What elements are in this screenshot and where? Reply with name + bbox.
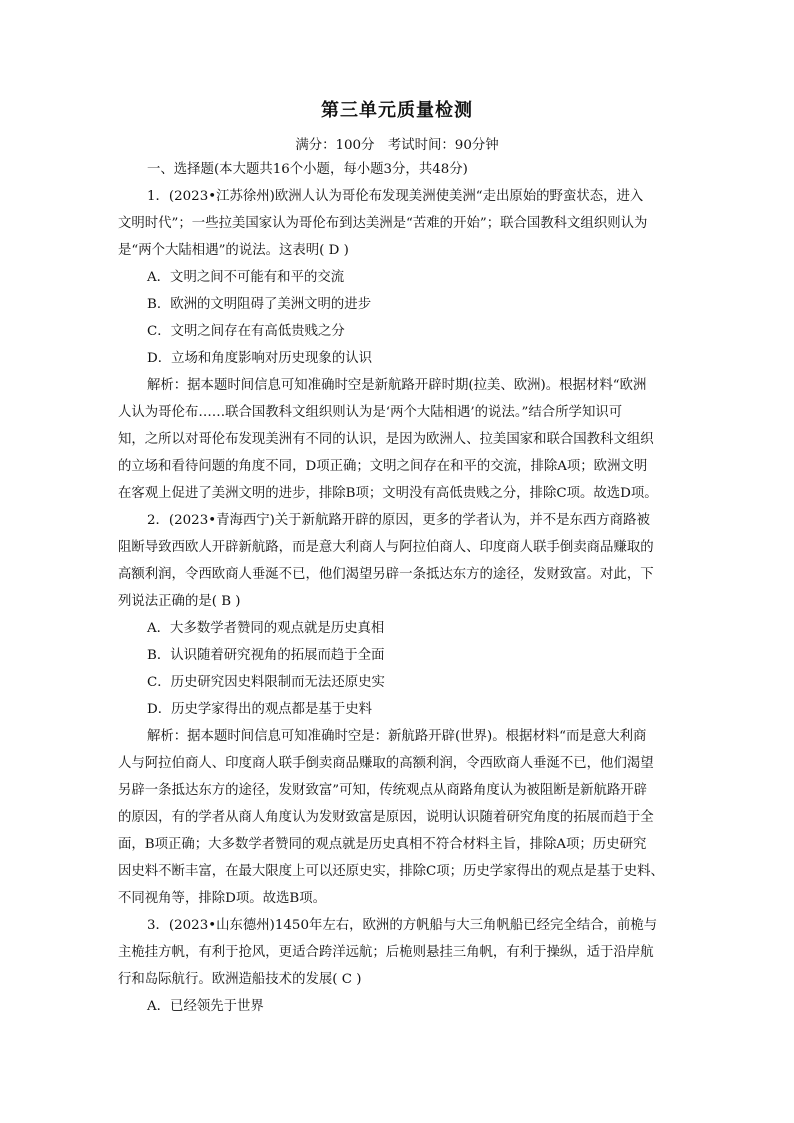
q3-stem-line: 行和岛际航行。欧洲造船技术的发展( C ): [118, 972, 362, 987]
q1-stem-line: 1．(2023•江苏徐州)欧洲人认为哥伦布发现美洲使美洲“走出原始的野蛮状态，进入: [147, 189, 644, 204]
q1-stem-line: 文明时代”；一些拉美国家认为哥伦布到达美洲是“苦难的开始”；联合国教科文组织则认为: [118, 216, 648, 231]
q2-analysis-line: 不同视角等，排除D项。故选B项。: [118, 891, 327, 906]
q1-option-a: A．文明之间不可能有和平的交流: [147, 270, 345, 285]
q2-stem-line: 高额利润，令西欧商人垂涎不已，他们渴望另辟一条抵达东方的途径，发财致富。对此，下: [118, 567, 654, 582]
q1-analysis-line: 知，之所以对哥伦布发现美洲有不同的认识，是因为欧洲人、拉美国家和联合国教科文组织: [118, 432, 654, 447]
q2-analysis-line: 因史料不断丰富，在最大限度上可以还原史实，排除C项；历史学家得出的观点是基于史料、: [118, 864, 664, 879]
q2-analysis-line: 面，B项正确；大多数学者赞同的观点就是历史真相不符合材料主旨，排除A项；历史研究: [118, 837, 647, 852]
q2-option-b: B．认识随着研究视角的拓展而趋于全面: [147, 648, 385, 663]
q2-stem-line: 列说法正确的是( B ): [118, 594, 241, 609]
page-title: 第三单元质量检测: [321, 100, 473, 121]
q1-stem-line: 是“两个大陆相遇”的说法。这表明( D ): [118, 243, 349, 258]
q2-option-c: C．历史研究因史料限制而无法还原史实: [147, 675, 385, 690]
q1-analysis-line: 人认为哥伦布……联合国教科文组织则认为是‘两个大陆相遇’的说法。”结合所学知识可: [118, 405, 623, 420]
q2-analysis-line: 另辟一条抵达东方的途径，发财致富”可知，传统观点从商路角度认为被阻断是新航路开辟: [118, 783, 648, 798]
q1-option-c: C．文明之间存在有高低贵贱之分: [147, 324, 345, 339]
q3-option-a: A．已经领先于世界: [147, 999, 264, 1014]
q3-stem-line: 主桅挂方帆，有利于抢风，更适合跨洋远航；后桅则悬挂三角帆，有利于操纵，适于沿岸航: [118, 945, 654, 960]
section-heading: 一、选择题(本大题共16个小题，每小题3分，共48分): [147, 162, 468, 177]
q2-stem-line: 阻断导致西欧人开辟新航路，而是意大利商人与阿拉伯商人、印度商人联手倒卖商品赚取的: [118, 540, 654, 555]
exam-info: 满分：100分 考试时间：90分钟: [295, 138, 499, 153]
q1-analysis-line: 解析：据本题时间信息可知准确时空是新航路开辟时期(拉美、欧洲)。根据材料“欧洲: [147, 378, 647, 393]
q2-analysis-line: 的原因，有的学者从商人角度认为发财致富是原因，说明认识随着研究角度的拓展而趋于全: [118, 810, 654, 825]
q3-stem-line: 3．(2023•山东德州)1450年左右，欧洲的方帆船与大三角帆船已经完全结合，前桅与: [147, 918, 658, 933]
q1-analysis-line: 的立场和看待问题的角度不同，D项正确；文明之间存在和平的交流，排除A项；欧洲文明: [118, 459, 648, 474]
q2-analysis-line: 人与阿拉伯商人、印度商人联手倒卖商品赚取的高额利润，令西欧商人垂涎不已，他们渴望: [118, 756, 654, 771]
q1-option-d: D．立场和角度影响对历史现象的认识: [147, 351, 372, 366]
q1-option-b: B．欧洲的文明阻碍了美洲文明的进步: [147, 297, 372, 312]
q2-stem-line: 2．(2023•青海西宁)关于新航路开辟的原因，更多的学者认为，并不是东西方商路被: [147, 513, 650, 528]
q1-analysis-line: 在客观上促进了美洲文明的进步，排除B项；文明没有高低贵贱之分，排除C项。故选D项。: [118, 486, 658, 501]
q2-option-a: A．大多数学者赞同的观点就是历史真相: [147, 621, 385, 636]
q2-option-d: D．历史学家得出的观点都是基于史料: [147, 702, 372, 717]
q2-analysis-line: 解析：据本题时间信息可知准确时空是：新航路开辟(世界)。根据材料“而是意大利商: [147, 729, 647, 744]
